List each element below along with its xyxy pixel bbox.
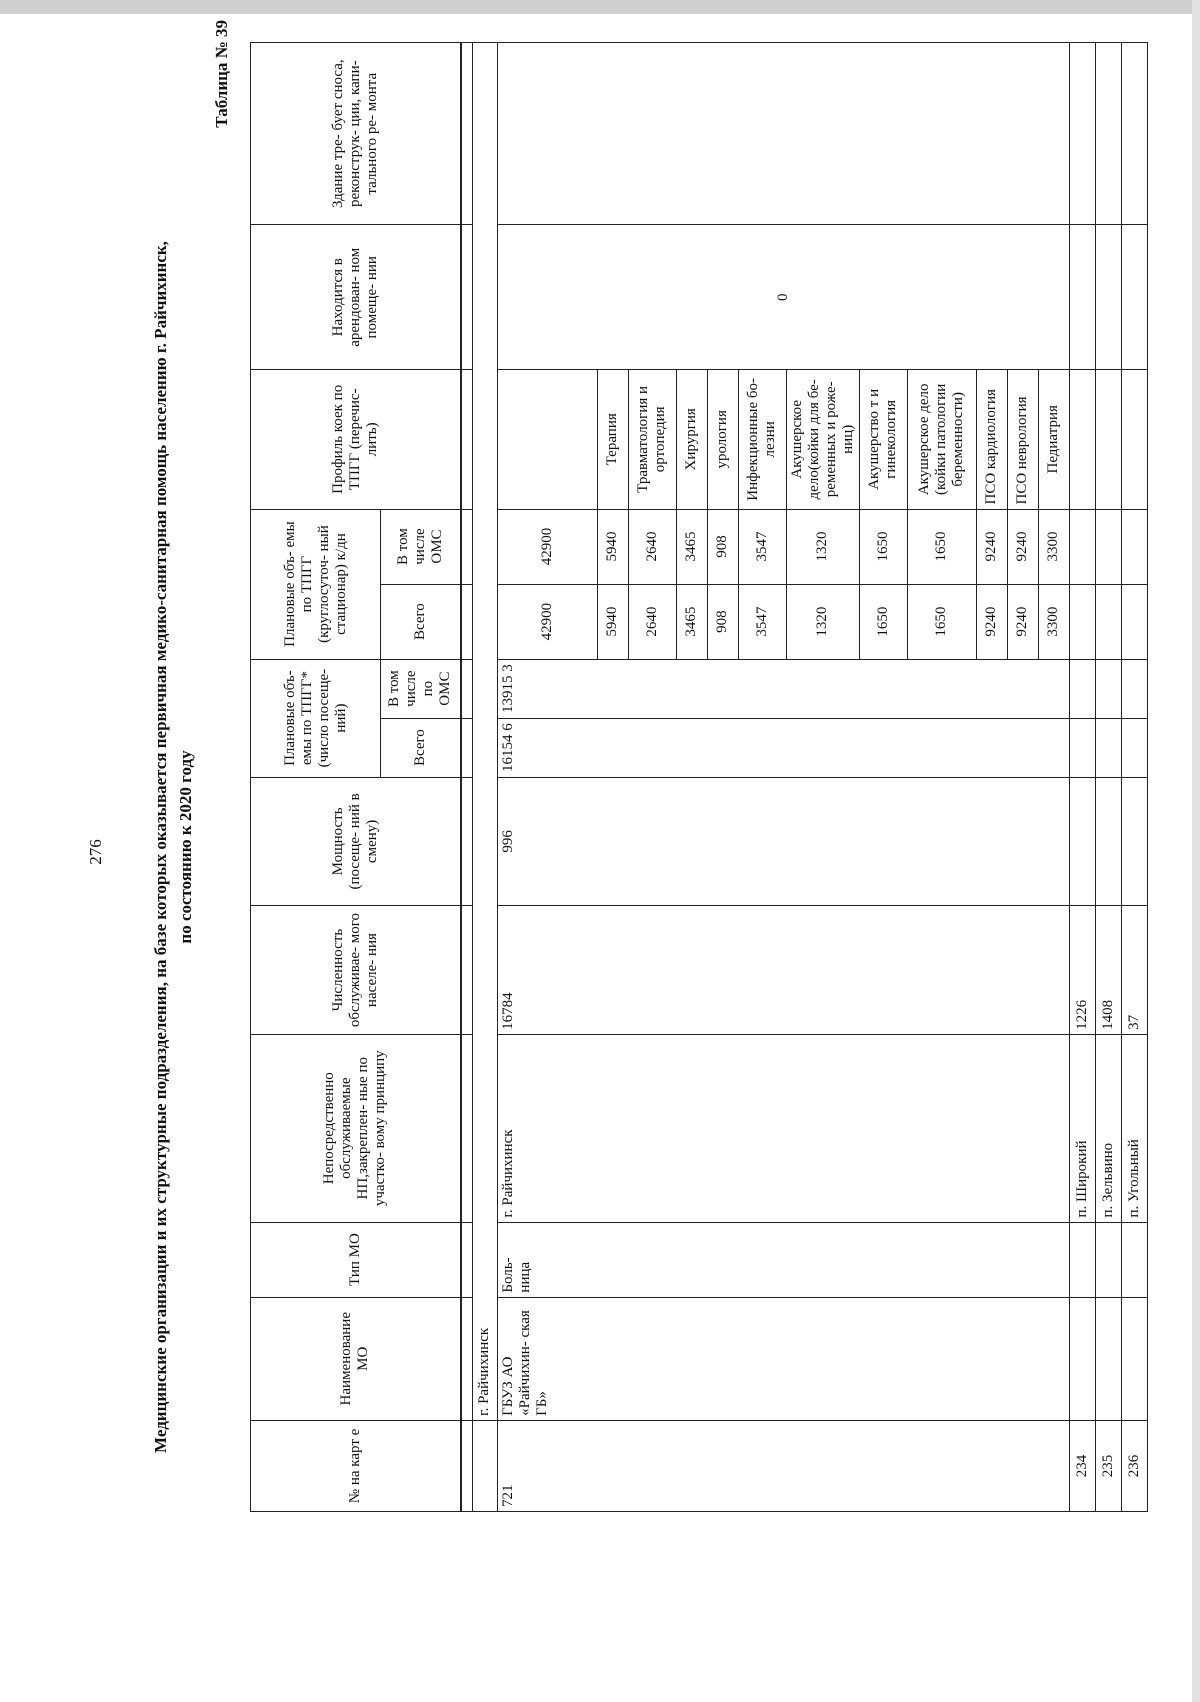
profile-name: Педиатрия [1038, 370, 1069, 509]
settlement-population: 1408 [1095, 906, 1121, 1035]
cell-rented: 0 [497, 225, 1069, 370]
cell-beds-total: 42900 [497, 584, 597, 659]
settlement-row [1095, 43, 1121, 1512]
profile-oms: 3300 [1038, 509, 1069, 584]
cell-mo-name: ГБУЗ АО «Райчихин- ская ГБ» [497, 1297, 1069, 1420]
profile-oms: 3547 [738, 509, 786, 584]
profile-total: 3300 [1038, 584, 1069, 659]
heading-line-1: Медицинские организации и их структурные подразделения, на базе которых оказывается первичная медико-санитарная помощь населению г. Райчихинск, [151, 241, 170, 1453]
profile-total: 908 [707, 584, 738, 659]
cell-beds-oms: 42900 [497, 509, 597, 584]
table-number: Таблица № 39 [212, 20, 231, 128]
profile-oms: 1650 [859, 509, 907, 584]
medical-organizations-table [250, 42, 1148, 1512]
profile-total: 5940 [597, 584, 628, 659]
settlement-row [1069, 43, 1095, 1512]
profile-name: ПСО кардиология [976, 370, 1007, 509]
profile-name: Акушерство т и гинекология [859, 370, 907, 509]
profile-total: 9240 [976, 584, 1007, 659]
header-mo-type: Тип МО [251, 1222, 461, 1297]
cell-mo-type: Боль- ница [497, 1222, 1069, 1297]
profile-name: ПСО неврология [1007, 370, 1038, 509]
settlement-row [1121, 43, 1147, 1512]
profile-total: 2640 [628, 584, 676, 659]
cell-population: 16784 [497, 906, 1069, 1035]
settlement-map-no: 235 [1095, 1420, 1121, 1511]
settlement-name: п. Зельвино [1095, 1034, 1121, 1222]
settlement-map-no: 236 [1121, 1420, 1147, 1511]
header-visits-total: Всего [381, 718, 461, 777]
settlement-population: 1226 [1069, 906, 1095, 1035]
profile-oms: 5940 [597, 509, 628, 584]
header-capacity: Мощность (посеще- ний в смену) [251, 777, 461, 906]
header-visits-oms: В том числе по ОМС [381, 659, 461, 718]
profile-name: Травматология и ортопедия [628, 370, 676, 509]
profile-total: 1650 [907, 584, 976, 659]
document-heading [148, 172, 198, 1522]
profile-name: урология [707, 370, 738, 509]
profile-total: 1320 [786, 584, 859, 659]
profile-oms: 1650 [907, 509, 976, 584]
profile-oms: 9240 [1007, 509, 1038, 584]
profile-total: 1650 [859, 584, 907, 659]
profile-total: 3547 [738, 584, 786, 659]
header-beds-group: Плановые объ- емы по ТПГГ (круглосуточ- ный стационар) к/дн [251, 509, 381, 659]
profile-oms: 908 [707, 509, 738, 584]
profile-name: Инфекционные бо- лезни [738, 370, 786, 509]
header-beds-total: Всего [381, 584, 461, 659]
profile-name: Хирургия [676, 370, 707, 509]
header-mo-name: Наименование МО [251, 1297, 461, 1420]
profile-total: 3465 [676, 584, 707, 659]
settlement-population: 37 [1121, 906, 1147, 1035]
header-building: Здание тре- бует сноса, реконструк- ции, капи- тального ре- монта [251, 43, 461, 225]
profile-total: 9240 [1007, 584, 1038, 659]
cell-served-np: г. Райчихинск [497, 1034, 1069, 1222]
heading-line-2: по состоянию к 2020 году [176, 750, 195, 944]
header-map-no: № на карт е [251, 1420, 461, 1511]
profile-oms: 2640 [628, 509, 676, 584]
settlement-name: п. Угольный [1121, 1034, 1147, 1222]
profile-name: Терапия [597, 370, 628, 509]
page-number: 276 [86, 839, 105, 865]
cell-visits-total: 16154 6 [497, 718, 1069, 777]
profile-oms: 9240 [976, 509, 1007, 584]
header-population: Численность обслуживае- мого населе- ния [251, 906, 461, 1035]
header-beds-oms: В том числе ОМС [381, 509, 461, 584]
header-rented: Находится в арендован- ном помеще- нии [251, 225, 461, 370]
cell-map-no: 721 [497, 1420, 1069, 1511]
header-served-np: Непосредственно обслуживаемые НП,закреплен- ные по участко- вому принципу [251, 1034, 461, 1222]
cell-capacity: 996 [497, 777, 1069, 906]
profile-name: Акушерское дело (койки патологии беременности) [907, 370, 976, 509]
cell-bed-profile-empty [497, 370, 597, 509]
header-bed-profile: Профиль коек по ТПГГ (перечис- лить) [251, 370, 461, 509]
profile-oms: 3465 [676, 509, 707, 584]
header-visits-group: Плановые объ- емы по ТПГГ* (число посеще- ний) [251, 659, 381, 777]
profile-oms: 1320 [786, 509, 859, 584]
city-section-label: г. Райчихинск [472, 43, 497, 1421]
cell-building [497, 43, 1069, 225]
cell-visits-oms: 13915 3 [497, 659, 1069, 718]
settlement-name: п. Широкий [1069, 1034, 1095, 1222]
settlement-map-no: 234 [1069, 1420, 1095, 1511]
profile-name: Акушерское дело(койки для бе- ременных и роже- ниц) [786, 370, 859, 509]
